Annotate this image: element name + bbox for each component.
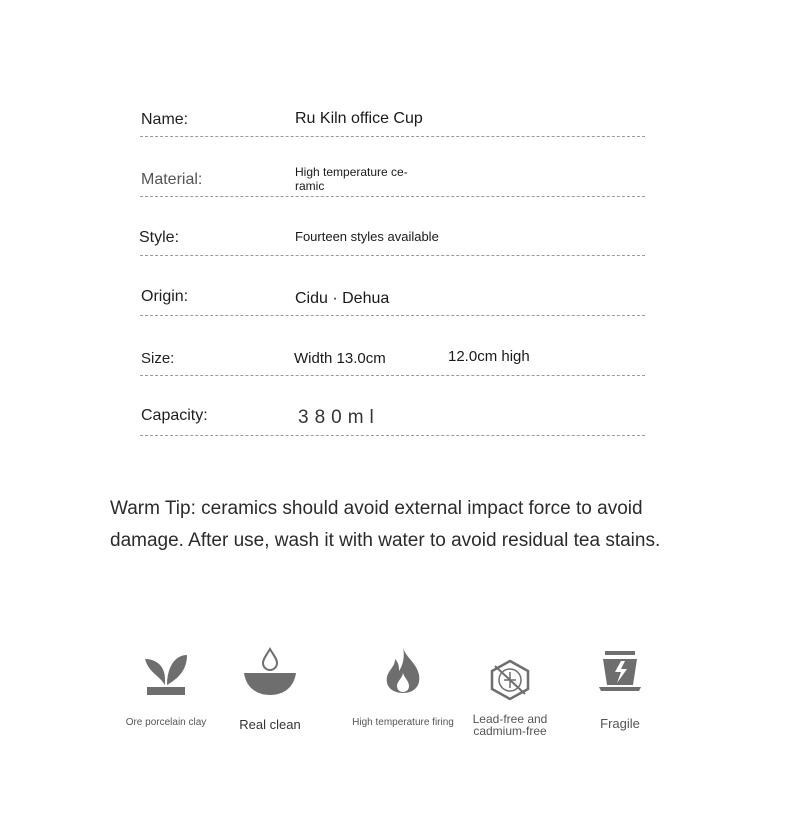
feature-real-clean (215, 645, 325, 745)
spec-value: Fourteen styles available (295, 229, 439, 244)
fragile-cup-icon (595, 645, 645, 695)
spec-value: Cidu · Dehua (295, 290, 390, 307)
dashed-divider (140, 255, 645, 256)
spec-row-style (140, 220, 645, 280)
feature-icons (120, 645, 680, 755)
spec-value: 380ml (298, 407, 380, 428)
sprout-icon (141, 645, 191, 697)
feature-lead-free (455, 645, 565, 745)
spec-value: Width 13.0cm (294, 350, 386, 367)
spec-row-size (140, 340, 645, 400)
feature-label-line1: Lead-free and (472, 712, 548, 726)
spec-label: Size: (141, 350, 175, 367)
feature-label-line2: cadmium-free (473, 724, 547, 738)
spec-value-height: 12.0cm high (448, 348, 530, 365)
spec-label: Name: (141, 111, 189, 128)
spec-row-capacity (140, 400, 645, 460)
spec-row-name (140, 100, 645, 160)
feature-ore-clay (111, 645, 221, 745)
dashed-divider (140, 136, 645, 137)
flame-icon (381, 645, 425, 695)
spec-value-line2: ramic (295, 179, 325, 193)
dashed-divider (140, 375, 645, 376)
spec-row-material (140, 160, 645, 220)
spec-row-origin (140, 280, 645, 340)
feature-label: High temperature firing (352, 717, 454, 728)
feature-label: Fragile (600, 716, 640, 731)
spec-label: Origin: (141, 288, 189, 305)
dashed-divider (140, 315, 645, 316)
feature-fragile (565, 645, 675, 745)
spec-label: Style: (139, 229, 180, 246)
feature-high-temp (348, 645, 458, 745)
feature-label: Ore porcelain clay (125, 717, 207, 728)
warm-tip-text: Warm Tip: ceramics should avoid external impact force to avoid damage. After use, wash it with water to avoid residual tea stains. (110, 498, 661, 551)
feature-label: Real clean (239, 717, 301, 732)
dashed-divider (140, 435, 645, 436)
water-drop-bowl-icon (242, 645, 298, 697)
spec-label: Material: (141, 171, 203, 188)
dashed-divider (140, 196, 645, 197)
spec-value-line1: High temperature ce- (295, 165, 408, 179)
spec-value: Ru Kiln office Cup (295, 110, 423, 127)
spec-label: Capacity: (141, 407, 208, 424)
lead-free-icon (487, 657, 533, 703)
